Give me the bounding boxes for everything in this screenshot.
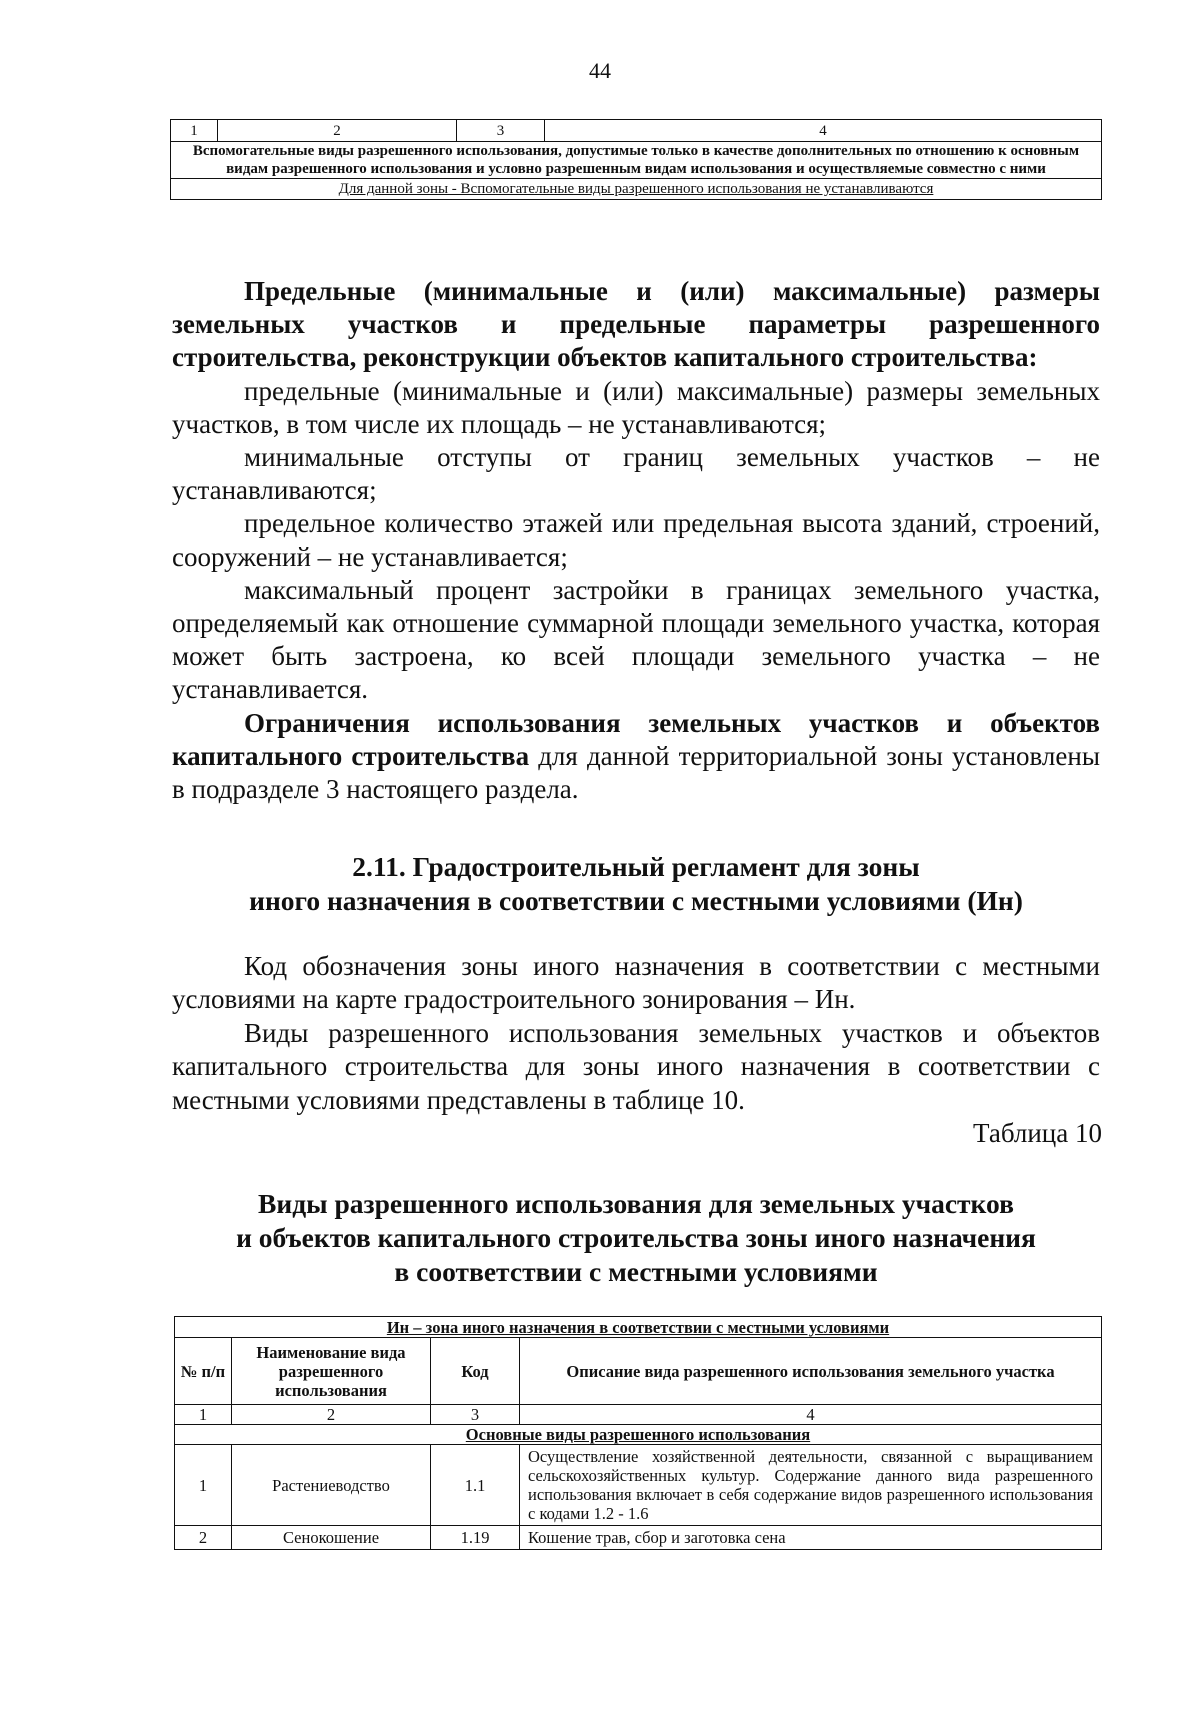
col-index-3: 3 — [457, 120, 545, 142]
row-num: 1 — [175, 1445, 232, 1526]
table-header-row — [171, 120, 1102, 142]
limit-item-setbacks: минимальные отступы от границ земельных участков – не устанавливаются; — [172, 442, 1100, 506]
table-title-line-3: в соответствии с местными условиями — [394, 1256, 878, 1287]
col-header-desc: Описание вида разрешенного использования земельного участка — [520, 1338, 1102, 1405]
limits-section — [172, 275, 1100, 806]
col-header-num: № п/п — [175, 1338, 232, 1405]
section-title-line-2: иного назначения в соответствии с местными условиями (Ин) — [249, 885, 1023, 916]
col-index-4: 4 — [520, 1405, 1102, 1425]
column-header-row — [175, 1338, 1102, 1405]
restrictions-rest: для данной территориальной зоны установлены в подразделе 3 настоящего раздела. — [172, 740, 1100, 805]
table-title — [172, 1187, 1100, 1289]
zone-uses-paragraph: Виды разрешенного использования земельных участков и объектов капитального строительства для зоны иного назначения в соответствии с местными условиями представлены в таблице 10. — [172, 1017, 1100, 1115]
row-desc: Кошение трав, сбор и заготовка сена — [520, 1526, 1102, 1550]
table-label: Таблица 10 — [973, 1118, 1102, 1148]
section-body — [172, 950, 1100, 1117]
col-index-4: 4 — [545, 120, 1102, 142]
row-code: 1.19 — [431, 1526, 520, 1550]
table-row — [175, 1445, 1102, 1526]
col-header-code: Код — [431, 1338, 520, 1405]
limit-item-floors: предельное количество этажей или предельная высота зданий, строений, сооружений – не устанавливается; — [172, 508, 1100, 572]
page-number: 44 — [589, 58, 611, 83]
col-index-2: 2 — [218, 120, 457, 142]
col-index-3: 3 — [431, 1405, 520, 1425]
limit-item-area: предельные (минимальные и (или) максимальные) размеры земельных участков, в том числе их площадь – не устанавливаются; — [172, 375, 1100, 439]
column-index-row — [175, 1405, 1102, 1425]
uses-table — [174, 1316, 1102, 1550]
restrictions-paragraph — [172, 707, 1100, 807]
main-uses-section: Основные виды разрешенного использования — [175, 1425, 1102, 1445]
zone-header: Ин – зона иного назначения в соответствии с местными условиями — [175, 1317, 1102, 1338]
limits-heading: Предельные (минимальные и (или) максимальные) размеры земельных участков и предельные параметры разрешенного строительства, реконструкции объектов капитального строительства: — [172, 276, 1100, 373]
col-index-2: 2 — [232, 1405, 431, 1425]
table-title-line-1: Виды разрешенного использования для земельных участков — [258, 1188, 1014, 1219]
row-desc: Осуществление хозяйственной деятельности, связанной с выращиванием сельскохозяйственных культур. Содержание данного вида разрешенного использования включает в себя содержание видов разрешенного использования с кодами 1.2 - 1.6 — [520, 1445, 1102, 1526]
aux-uses-note: Для данной зоны - Вспомогательные виды разрешенного использования не устанавливаются — [171, 179, 1102, 200]
continuation-table — [170, 119, 1102, 200]
col-index-1: 1 — [175, 1405, 232, 1425]
table-row — [175, 1526, 1102, 1550]
row-name: Сенокошение — [232, 1526, 431, 1550]
section-title — [172, 850, 1100, 918]
col-header-name: Наименование вида разрешенного использования — [232, 1338, 431, 1405]
limit-item-coverage: максимальный процент застройки в границах земельного участка, определяемый как отношение суммарной площади земельного участка, которая может быть застроена, ко всей площади земельного участка – не устанавливается. — [172, 574, 1100, 705]
section-title-line-1: 2.11. Градостроительный регламент для зоны — [352, 851, 920, 882]
aux-uses-title: Вспомогательные виды разрешенного использования, допустимые только в качестве дополнительных по отношению к основным видам разрешенного использования и условно разрешенным видам использования и осуществляемые совместно с ними — [171, 142, 1102, 179]
row-name: Растениеводство — [232, 1445, 431, 1526]
restrictions-bold: Ограничения использования земельных участков и объектов капитального строительства — [172, 707, 1100, 771]
col-index-1: 1 — [171, 120, 218, 142]
row-num: 2 — [175, 1526, 232, 1550]
row-code: 1.1 — [431, 1445, 520, 1526]
zone-code-paragraph: Код обозначения зоны иного назначения в соответствии с местными условиями на карте градостроительного зонирования – Ин. — [172, 951, 1100, 1015]
table-title-line-2: и объектов капитального строительства зоны иного назначения — [236, 1222, 1036, 1253]
